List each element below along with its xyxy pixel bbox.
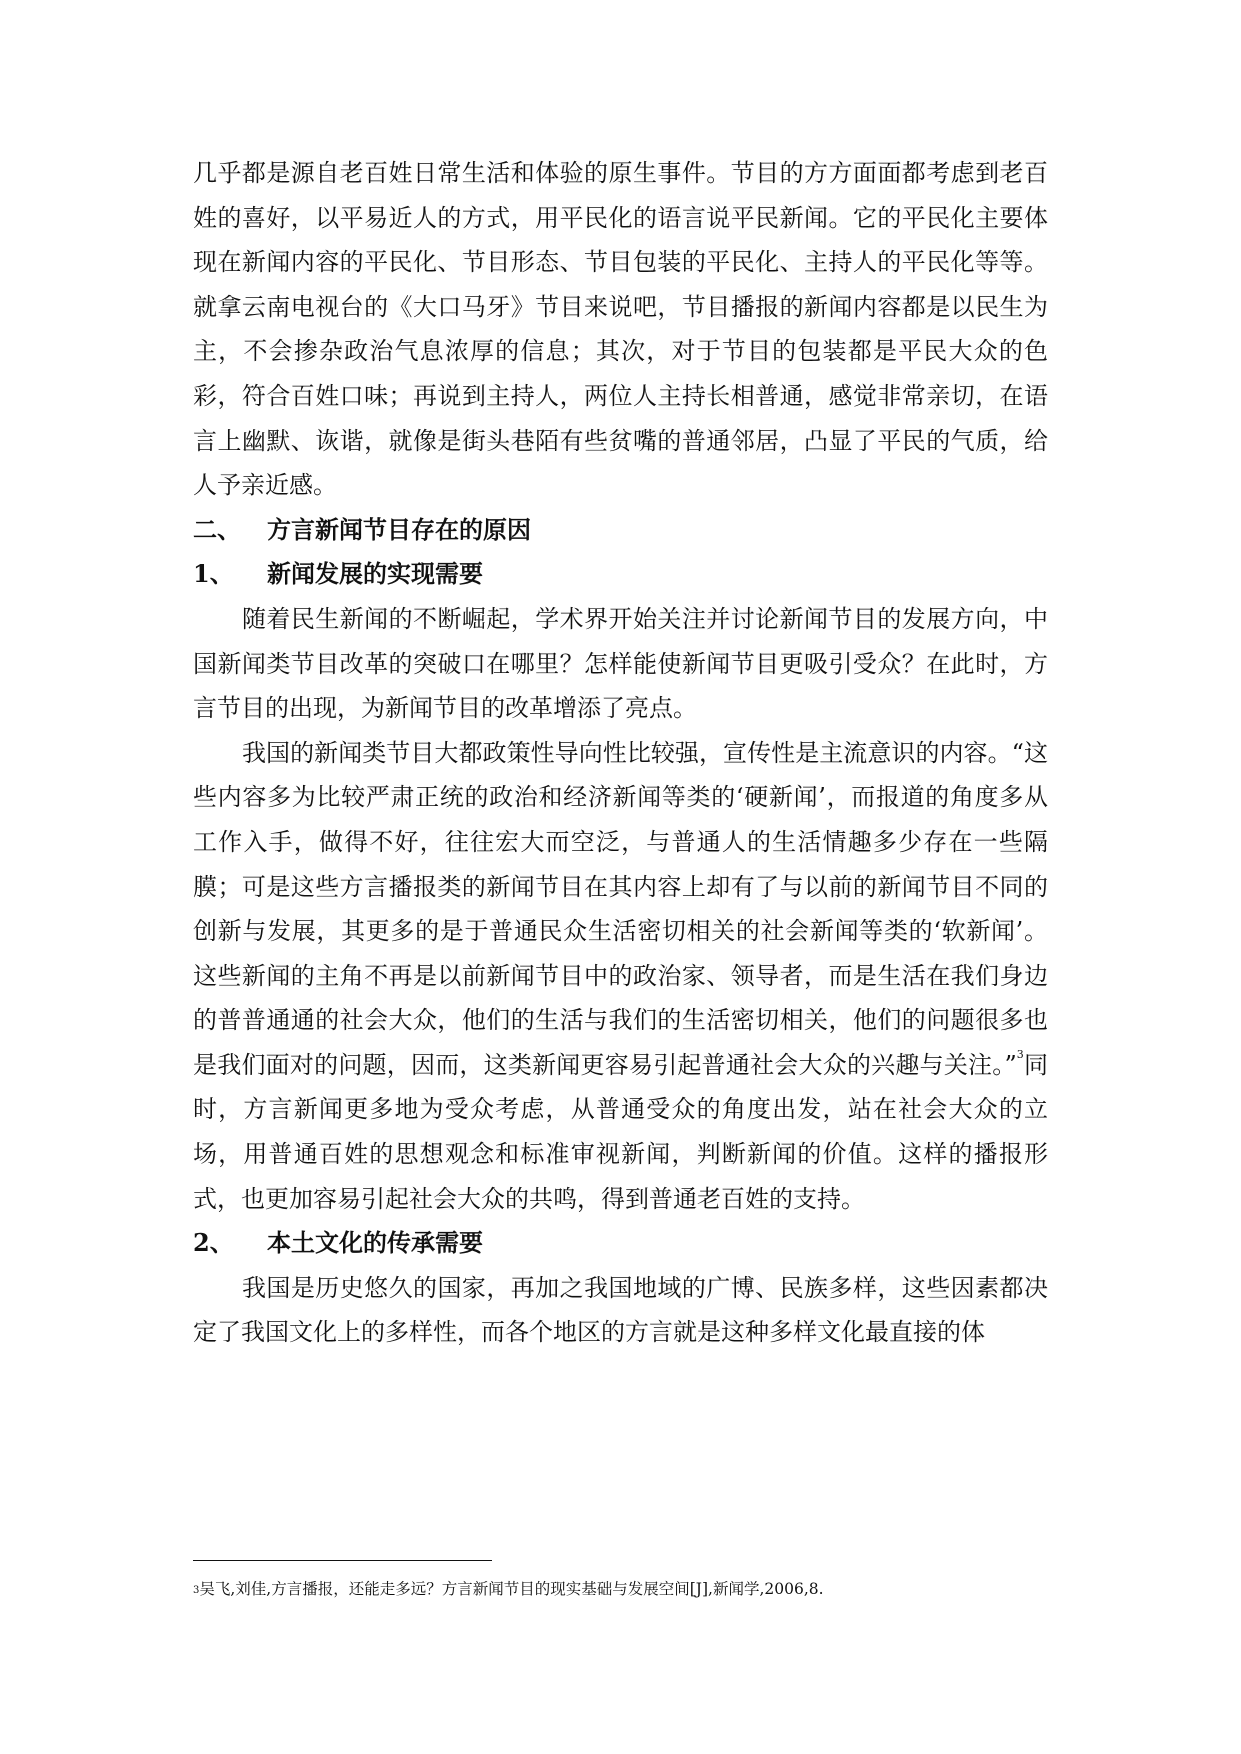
subsection-heading-1 [193,552,1048,597]
footnote-number: 3 [193,1585,200,1596]
paragraph-news-content [193,731,1048,1222]
paragraph-local-culture: 我国是历史悠久的国家，再加之我国地域的广博、民族多样，这些因素都决定了我国文化上的多样性，而各个地区的方言就是这种多样文化最直接的体 [193,1273,1048,1347]
subsection-heading-text: 新闻发展的实现需要 [267,559,483,589]
footnote-reference[interactable]: 3 [1016,1047,1024,1061]
footnote-separator [193,1560,492,1561]
document-body [193,151,1048,1355]
quoted-text: 我国的新闻类节目大都政策性导向性比较强，宣传性是主流意识的内容。“这些内容多为比较严肃正统的政治和经济新闻等类的‘硬新闻’，而报道的角度多从工作入手，做得不好，往往宏大而空泛，与普通人的生活情趣多少存在一些隔膜；可是这些方言播报类的新闻节目在其内容上却有了与以前的新闻节目不同的创新与发展，其更多的是于普通民众生活密切相关的社会新闻等类的‘软新闻’。这些新闻的主角不再是以前新闻节目中的政治家、领导者，而是生活在我们身边的普普通通的社会大众，他们的生活与我们的生活密切相关，他们的问题很多也是我们面对的问题，因而，这类新闻更容易引起普通社会大众的兴趣与关注。” [193,738,1048,1079]
paragraph-news-development: 随着民生新闻的不断崛起，学术界开始关注并讨论新闻节目的发展方向，中国新闻类节目改革的突破口在哪里？怎样能使新闻节目更吸引受众？在此时，方言节目的出现，为新闻节目的改革增添了亮点。 [193,604,1048,723]
subsection-heading-2 [193,1221,1048,1266]
subsection-heading-text: 本土文化的传承需要 [267,1228,483,1258]
paragraph-continuation: 几乎都是源自老百姓日常生活和体验的原生事件。节目的方方面面都考虑到老百姓的喜好，以平易近人的方式，用平民化的语言说平民新闻。它的平民化主要体现在新闻内容的平民化、节目形态、节目包装的平民化、主持人的平民化等等。就拿云南电视台的《大口马牙》节目来说吧，节目播报的新闻内容都是以民生为主，不会掺杂政治气息浓厚的信息；其次，对于节目的包装都是平民大众的色彩，符合百姓口味；再说到主持人，两位人主持长相普通，感觉非常亲切，在语言上幽默、诙谐，就像是街头巷陌有些贫嘴的普通邻居，凸显了平民的气质，给人予亲近感。 [193,159,1048,500]
footnote-text: 吴飞,刘佳,方言播报，还能走多远？方言新闻节目的现实基础与发展空间[J],新闻学,2006,8. [199,1580,824,1598]
subsection-heading-number: 1、 [193,559,234,589]
section-heading [193,508,1048,553]
section-heading-number: 二、 [193,514,241,544]
subsection-heading-number: 2、 [193,1228,234,1258]
section-heading-text: 方言新闻节目存在的原因 [267,514,531,544]
footnote [193,1578,1093,1600]
paragraph-tail-text: 同时，方言新闻更多地为受众考虑，从普通受众的角度出发，站在社会大众的立场，用普通百姓的思想观念和标准审视新闻，判断新闻的价值。这样的播报形式，也更加容易引起社会大众的共鸣，得到普通老百姓的支持。 [193,1050,1048,1213]
